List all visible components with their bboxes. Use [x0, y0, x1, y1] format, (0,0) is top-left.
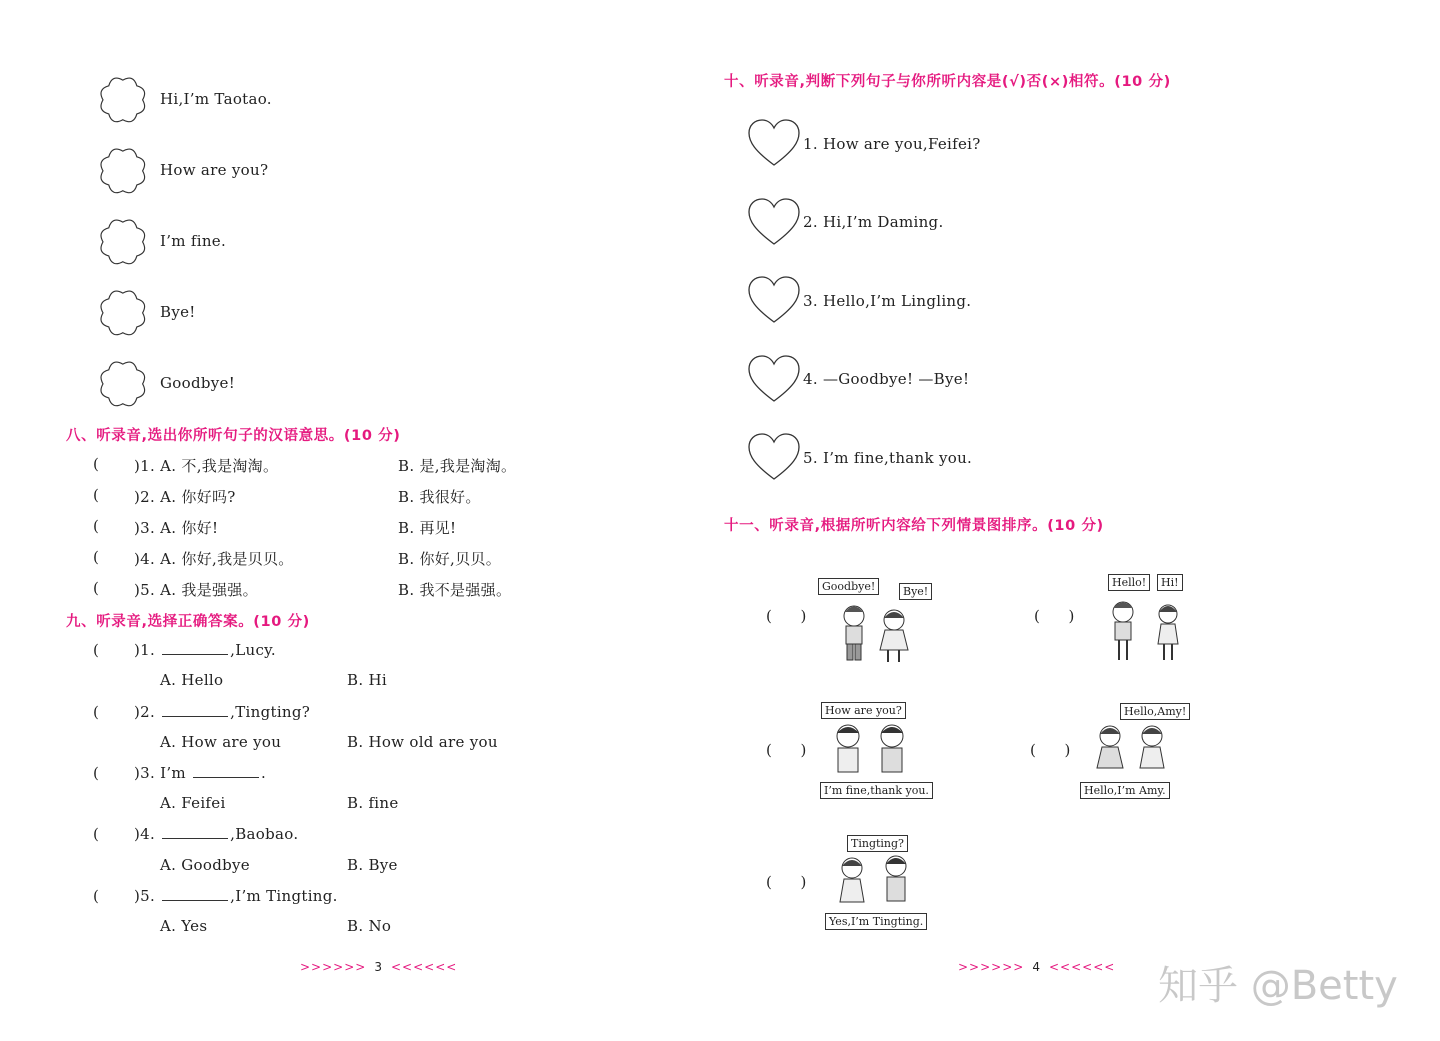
- heart-icon[interactable]: [747, 197, 801, 247]
- option-b: B. 我不是强强。: [398, 581, 512, 599]
- heart-icon[interactable]: [747, 432, 801, 482]
- option-a: )5. A. 我是强强。: [134, 581, 258, 599]
- answer-paren[interactable]: (: [93, 517, 99, 535]
- question-suffix: ,Tingting?: [230, 703, 311, 721]
- option-a: )4. A. 你好,我是贝贝。: [134, 550, 294, 568]
- fill-blank[interactable]: [162, 888, 228, 901]
- option-a: A. How are you: [160, 733, 282, 751]
- flower-icon: [94, 72, 152, 128]
- question-prefix: )3. I’m: [134, 764, 186, 782]
- answer-paren[interactable]: (: [93, 455, 99, 473]
- question-suffix: ,I’m Tingting.: [230, 887, 338, 905]
- question-prefix: )4.: [134, 825, 156, 843]
- heart-icon[interactable]: [747, 275, 801, 325]
- option-a: )1. A. 不,我是淘淘。: [134, 457, 279, 475]
- option-b: B. How old are you: [347, 733, 498, 751]
- heart-icon[interactable]: [747, 354, 801, 404]
- heart-text: 3. Hello,I’m Lingling.: [803, 292, 972, 310]
- order-paren[interactable]: ( ): [766, 873, 807, 891]
- flower-text: Hi,I’m Taotao.: [160, 90, 272, 108]
- flower-text: How are you?: [160, 161, 269, 179]
- answer-paren[interactable]: (: [93, 579, 99, 597]
- option-b: B. 是,我是淘淘。: [398, 457, 517, 475]
- page-number: 3: [374, 960, 383, 974]
- section10-title: 十、听录音,判断下列句子与你所听内容是(√)否(×)相符。(10 分): [724, 74, 1171, 90]
- option-a: A. Feifei: [160, 794, 226, 812]
- speech-bubble: Goodbye!: [818, 578, 879, 595]
- flower-icon: [94, 356, 152, 412]
- answer-paren[interactable]: (: [93, 703, 99, 721]
- option-a: A. Goodbye: [160, 856, 250, 874]
- heart-text: 1. How are you,Feifei?: [803, 135, 981, 153]
- question-text: [134, 887, 338, 905]
- speech-bubble: Yes,I’m Tingting.: [825, 913, 927, 930]
- speech-bubble: Hi!: [1157, 574, 1183, 591]
- flower-text: I’m fine.: [160, 232, 227, 250]
- order-paren[interactable]: ( ): [766, 607, 807, 625]
- answer-paren[interactable]: (: [93, 548, 99, 566]
- fill-blank[interactable]: [162, 826, 228, 839]
- option-b: B. 再见!: [398, 519, 457, 537]
- flower-icon: [94, 285, 152, 341]
- option-a: A. Yes: [160, 917, 208, 935]
- order-paren[interactable]: ( ): [1030, 741, 1071, 759]
- boy-girl-greeting-illustration: [1098, 594, 1198, 666]
- heart-text: 4. —Goodbye! —Bye!: [803, 370, 970, 388]
- fill-blank[interactable]: [193, 765, 259, 778]
- speech-bubble: Hello,I’m Amy.: [1080, 782, 1170, 799]
- flower-text: Bye!: [160, 303, 196, 321]
- arrows-left: <<<<<<: [1048, 960, 1116, 974]
- speech-bubble: Hello!: [1108, 574, 1150, 591]
- option-b: B. 你好,贝贝。: [398, 550, 502, 568]
- question-text: [134, 825, 298, 843]
- order-paren[interactable]: ( ): [1034, 607, 1075, 625]
- flower-icon: [94, 214, 152, 270]
- page-number-left: [300, 960, 457, 974]
- boy-girl-waving-illustration: [832, 598, 922, 668]
- speech-bubble: How are you?: [821, 702, 906, 719]
- two-girls-greeting-illustration: [1090, 720, 1180, 780]
- answer-paren[interactable]: (: [93, 486, 99, 504]
- option-b: B. Hi: [347, 671, 387, 689]
- page-number-right: [958, 960, 1115, 974]
- page-number: 4: [1032, 960, 1041, 974]
- answer-paren[interactable]: (: [93, 887, 99, 905]
- question-text: [134, 641, 276, 659]
- question-suffix: ,Lucy.: [230, 641, 276, 659]
- question-prefix: )2.: [134, 703, 156, 721]
- arrows-left: <<<<<<: [390, 960, 458, 974]
- order-paren[interactable]: ( ): [766, 741, 807, 759]
- option-a: A. Hello: [160, 671, 224, 689]
- question-suffix: .: [261, 764, 267, 782]
- watermark: 知乎 @Betty: [1158, 963, 1398, 1009]
- speech-bubble: Bye!: [899, 583, 932, 600]
- answer-paren[interactable]: (: [93, 764, 99, 782]
- question-text: [134, 703, 310, 721]
- flower-text: Goodbye!: [160, 374, 236, 392]
- option-b: B. fine: [347, 794, 399, 812]
- speech-bubble: Hello,Amy!: [1120, 703, 1190, 720]
- two-boys-talking-illustration: [826, 720, 921, 780]
- answer-paren[interactable]: (: [93, 641, 99, 659]
- flower-icon: [94, 143, 152, 199]
- question-suffix: ,Baobao.: [230, 825, 299, 843]
- option-b: B. Bye: [347, 856, 398, 874]
- answer-paren[interactable]: (: [93, 825, 99, 843]
- option-b: B. 我很好。: [398, 488, 481, 506]
- option-a: )3. A. 你好!: [134, 519, 219, 537]
- heart-text: 5. I’m fine,thank you.: [803, 449, 973, 467]
- section9-title: 九、听录音,选择正确答案。(10 分): [66, 614, 310, 630]
- question-text: [134, 764, 266, 782]
- section11-title: 十一、听录音,根据所听内容给下列情景图排序。(10 分): [724, 518, 1104, 534]
- option-a: )2. A. 你好吗?: [134, 488, 236, 506]
- speech-bubble: I’m fine,thank you.: [820, 782, 933, 799]
- fill-blank[interactable]: [162, 704, 228, 717]
- question-prefix: )1.: [134, 641, 156, 659]
- question-prefix: )5.: [134, 887, 156, 905]
- boy-girl-asking-illustration: [830, 852, 920, 912]
- section8-title: 八、听录音,选出你所听句子的汉语意思。(10 分): [66, 428, 401, 444]
- heart-text: 2. Hi,I’m Daming.: [803, 213, 944, 231]
- speech-bubble: Tingting?: [847, 835, 908, 852]
- heart-icon[interactable]: [747, 118, 801, 168]
- option-b: B. No: [347, 917, 392, 935]
- arrows-right: >>>>>>: [300, 960, 367, 974]
- fill-blank[interactable]: [162, 642, 228, 655]
- arrows-right: >>>>>>: [958, 960, 1025, 974]
